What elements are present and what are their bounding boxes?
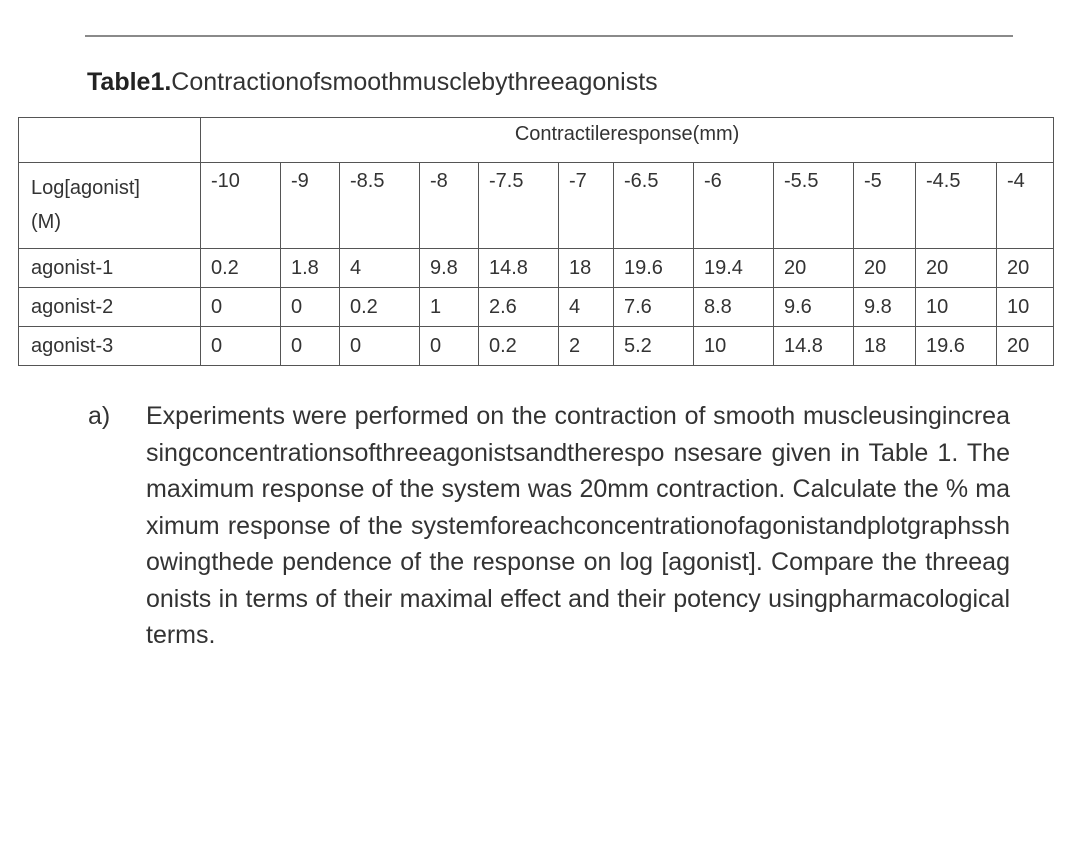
value-cell: 5.2 <box>614 327 694 366</box>
value-cell: 1 <box>420 288 479 327</box>
row-label: agonist-3 <box>19 327 201 366</box>
value-cell: 20 <box>916 249 997 288</box>
agonist-3-row <box>19 327 1054 366</box>
table-caption-text: Contractionofsmoothmusclebythreeagonists <box>171 68 658 96</box>
value-cell: 4 <box>340 249 420 288</box>
question-text: Experiments were performed on the contraction of smooth muscleusingincreasingconcentrationsofthreeagonistsandtherespo nsesare given in Table 1. The maximum response of the system was 20mm contraction. Calculate the % maximum response of the systemforeachconcentrationofagonistandplotgraphsshowingthede pendence of the response on log [agonist]. Compare the threeagonists in terms of their maximal effect and their potency usingpharmacologicalterms. <box>146 402 1010 649</box>
log-value-cell: -4.5 <box>916 163 997 249</box>
value-cell: 18 <box>854 327 916 366</box>
table-header-row <box>19 118 1054 163</box>
value-cell: 10 <box>997 288 1054 327</box>
row-label: agonist-1 <box>19 249 201 288</box>
log-value-cell: -7 <box>559 163 614 249</box>
question-marker: a) <box>88 402 111 430</box>
log-value-cell: -8 <box>420 163 479 249</box>
log-value-cell: -6 <box>694 163 774 249</box>
value-cell: 19.6 <box>614 249 694 288</box>
table-caption <box>87 68 658 97</box>
value-cell: 14.8 <box>479 249 559 288</box>
value-cell: 18 <box>559 249 614 288</box>
value-cell: 19.6 <box>916 327 997 366</box>
value-cell: 20 <box>774 249 854 288</box>
value-cell: 9.6 <box>774 288 854 327</box>
contraction-table <box>18 117 1054 366</box>
value-cell: 7.6 <box>614 288 694 327</box>
top-divider <box>85 35 1013 37</box>
table-caption-lead: Table1. <box>87 68 172 96</box>
value-cell: 0 <box>340 327 420 366</box>
log-value-cell: -6.5 <box>614 163 694 249</box>
value-cell: 10 <box>694 327 774 366</box>
value-cell: 2.6 <box>479 288 559 327</box>
log-agonist-label: Log[agonist] (M) <box>19 163 201 249</box>
log-value-cell: -7.5 <box>479 163 559 249</box>
question-a <box>88 398 1010 654</box>
value-cell: 1.8 <box>281 249 340 288</box>
value-cell: 14.8 <box>774 327 854 366</box>
value-cell: 19.4 <box>694 249 774 288</box>
log-value-cell: -9 <box>281 163 340 249</box>
agonist-1-row <box>19 249 1054 288</box>
value-cell: 0 <box>420 327 479 366</box>
log-agonist-row <box>19 163 1054 249</box>
value-cell: 9.8 <box>420 249 479 288</box>
log-value-cell: -4 <box>997 163 1054 249</box>
row-label: agonist-2 <box>19 288 201 327</box>
response-header: Contractileresponse(mm) <box>201 118 1054 163</box>
log-value-cell: -8.5 <box>340 163 420 249</box>
log-value-cell: -10 <box>201 163 281 249</box>
value-cell: 20 <box>854 249 916 288</box>
value-cell: 4 <box>559 288 614 327</box>
value-cell: 0 <box>281 327 340 366</box>
value-cell: 9.8 <box>854 288 916 327</box>
value-cell: 0.2 <box>340 288 420 327</box>
log-value-cell: -5 <box>854 163 916 249</box>
value-cell: 0.2 <box>201 249 281 288</box>
value-cell: 8.8 <box>694 288 774 327</box>
log-value-cell: -5.5 <box>774 163 854 249</box>
value-cell: 0 <box>281 288 340 327</box>
empty-corner-cell <box>19 118 201 163</box>
agonist-2-row <box>19 288 1054 327</box>
value-cell: 10 <box>916 288 997 327</box>
value-cell: 20 <box>997 327 1054 366</box>
value-cell: 0.2 <box>479 327 559 366</box>
value-cell: 20 <box>997 249 1054 288</box>
value-cell: 0 <box>201 288 281 327</box>
value-cell: 2 <box>559 327 614 366</box>
value-cell: 0 <box>201 327 281 366</box>
